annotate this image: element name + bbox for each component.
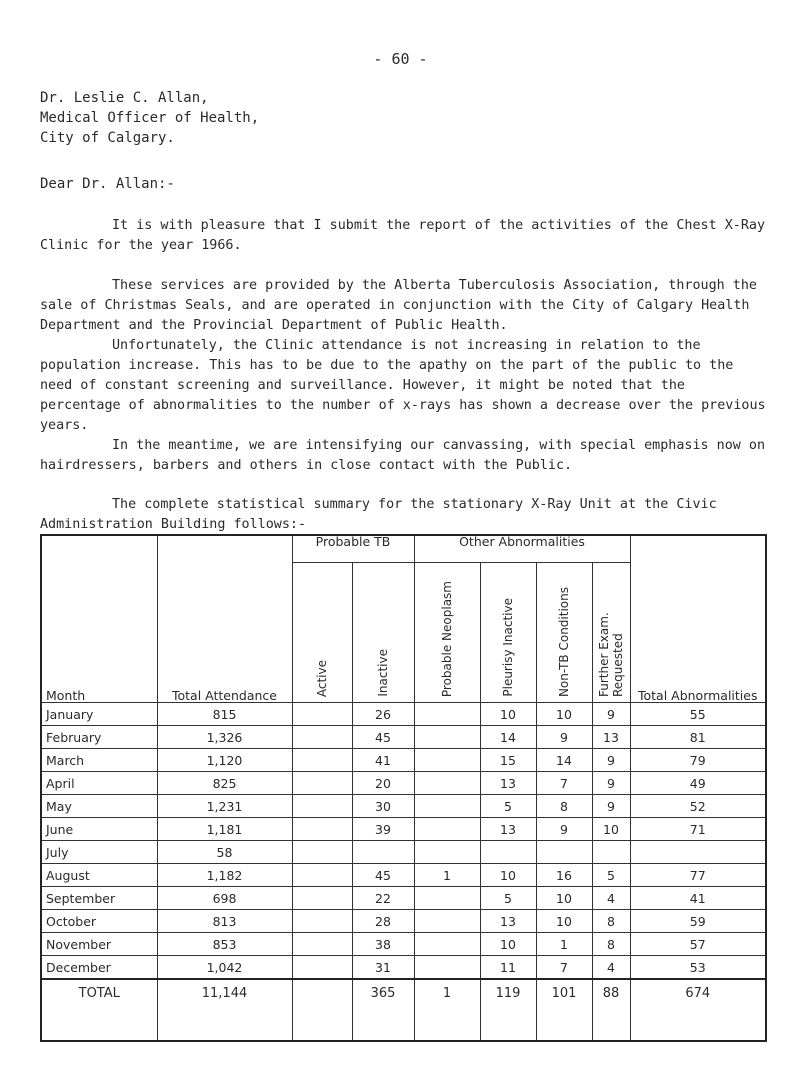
cell-non-tb (536, 841, 592, 864)
cell-active (292, 726, 352, 749)
total-cell-month: TOTAL (41, 979, 157, 1041)
cell-pleurisy: 15 (480, 749, 536, 772)
header-inactive (352, 563, 414, 703)
table-row (41, 795, 766, 818)
cell-total-abnormalities: 49 (630, 772, 766, 795)
cell-active (292, 703, 352, 726)
cell-attendance: 1,231 (157, 795, 292, 818)
cell-neoplasm (414, 703, 480, 726)
cell-inactive: 39 (352, 818, 414, 841)
total-cell-pleurisy: 119 (480, 979, 536, 1041)
cell-month: April (41, 772, 157, 795)
cell-inactive: 41 (352, 749, 414, 772)
total-cell-total-abnormalities: 674 (630, 979, 766, 1041)
header-further-exam (592, 563, 630, 703)
cell-non-tb: 10 (536, 910, 592, 933)
total-cell-further-exam: 88 (592, 979, 630, 1041)
cell-inactive: 28 (352, 910, 414, 933)
cell-total-abnormalities: 53 (630, 956, 766, 980)
cell-total-abnormalities: 71 (630, 818, 766, 841)
cell-neoplasm (414, 933, 480, 956)
page-number: - 60 - (373, 50, 428, 68)
cell-neoplasm: 1 (414, 864, 480, 887)
cell-month: January (41, 703, 157, 726)
header-inactive-label: Inactive (376, 649, 390, 697)
table-row (41, 703, 766, 726)
cell-active (292, 910, 352, 933)
cell-further-exam: 13 (592, 726, 630, 749)
cell-active (292, 795, 352, 818)
cell-neoplasm (414, 956, 480, 980)
total-cell-neoplasm: 1 (414, 979, 480, 1041)
table-row (41, 864, 766, 887)
paragraph-services: These services are provided by the Alberta Tuberculosis Association, through the sale of Christmas Seals, and are operated in conjunction with the City of Calgary Health Department and the Provincial Department of Public Health. (40, 278, 757, 333)
cell-inactive (352, 841, 414, 864)
cell-further-exam: 8 (592, 910, 630, 933)
header-non-tb-conditions (536, 563, 592, 703)
cell-further-exam: 4 (592, 887, 630, 910)
address-line-title: Medical Officer of Health, (40, 110, 260, 126)
cell-total-abnormalities: 52 (630, 795, 766, 818)
cell-non-tb: 9 (536, 818, 592, 841)
table-row (41, 956, 766, 980)
cell-further-exam (592, 841, 630, 864)
paragraph-summary-intro: The complete statistical summary for the stationary X-Ray Unit at the Civic Administration Building follows:- (40, 497, 717, 532)
cell-pleurisy: 14 (480, 726, 536, 749)
cell-further-exam: 9 (592, 795, 630, 818)
cell-further-exam: 8 (592, 933, 630, 956)
cell-pleurisy: 10 (480, 864, 536, 887)
cell-attendance: 815 (157, 703, 292, 726)
cell-inactive: 45 (352, 726, 414, 749)
cell-non-tb: 16 (536, 864, 592, 887)
cell-pleurisy (480, 841, 536, 864)
table-row (41, 887, 766, 910)
paragraph-canvassing: In the meantime, we are intensifying our canvassing, with special emphasis now on hairdressers, barbers and others in close contact with the Public. (40, 438, 766, 473)
cell-month: February (41, 726, 157, 749)
cell-non-tb: 7 (536, 956, 592, 980)
cell-attendance: 1,120 (157, 749, 292, 772)
cell-inactive: 26 (352, 703, 414, 726)
cell-pleurisy: 5 (480, 795, 536, 818)
cell-attendance: 1,042 (157, 956, 292, 980)
header-active-label: Active (315, 659, 329, 697)
header-month: Month (41, 535, 157, 703)
cell-total-abnormalities: 77 (630, 864, 766, 887)
header-further-exam-label: Further Exam. Requested (597, 612, 625, 697)
paragraph-attendance: Unfortunately, the Clinic attendance is not increasing in relation to the population increase. This has to be due to the apathy on the part of the public to the need of constant screening and surveillance. However, it might be noted that the percentage of abnormalities to the number of x-rays has shown a decrease over the previous years. (40, 338, 766, 433)
total-cell-attendance: 11,144 (157, 979, 292, 1041)
address-block (40, 88, 259, 148)
cell-neoplasm (414, 841, 480, 864)
cell-total-abnormalities: 41 (630, 887, 766, 910)
salutation: Dear Dr. Allan:- (40, 176, 175, 192)
cell-attendance: 825 (157, 772, 292, 795)
cell-pleurisy: 13 (480, 772, 536, 795)
cell-further-exam: 5 (592, 864, 630, 887)
cell-attendance: 1,182 (157, 864, 292, 887)
cell-non-tb: 10 (536, 703, 592, 726)
cell-non-tb: 9 (536, 726, 592, 749)
cell-neoplasm (414, 772, 480, 795)
cell-total-abnormalities: 79 (630, 749, 766, 772)
cell-pleurisy: 13 (480, 910, 536, 933)
total-cell-inactive: 365 (352, 979, 414, 1041)
header-total-attendance: Total Attendance (157, 535, 292, 703)
cell-total-abnormalities: 55 (630, 703, 766, 726)
cell-active (292, 841, 352, 864)
cell-neoplasm (414, 795, 480, 818)
cell-total-abnormalities: 59 (630, 910, 766, 933)
table-row (41, 726, 766, 749)
cell-non-tb: 1 (536, 933, 592, 956)
cell-active (292, 956, 352, 980)
header-non-tb-conditions-label: Non-TB Conditions (557, 586, 571, 697)
cell-pleurisy: 10 (480, 933, 536, 956)
table-row (41, 772, 766, 795)
cell-non-tb: 7 (536, 772, 592, 795)
cell-further-exam: 9 (592, 749, 630, 772)
table-body (41, 703, 766, 1042)
header-pleurisy-inactive-label: Pleurisy Inactive (501, 598, 515, 697)
cell-inactive: 22 (352, 887, 414, 910)
cell-further-exam: 10 (592, 818, 630, 841)
table-row (41, 749, 766, 772)
table-total-row (41, 979, 766, 1041)
table-row (41, 910, 766, 933)
header-total-abnormalities: Total Abnormalities (630, 535, 766, 703)
cell-attendance: 853 (157, 933, 292, 956)
cell-active (292, 818, 352, 841)
cell-active (292, 772, 352, 795)
cell-inactive: 30 (352, 795, 414, 818)
cell-pleurisy: 5 (480, 887, 536, 910)
cell-active (292, 887, 352, 910)
cell-month: October (41, 910, 157, 933)
table-row (41, 933, 766, 956)
cell-neoplasm (414, 726, 480, 749)
cell-non-tb: 10 (536, 887, 592, 910)
cell-total-abnormalities (630, 841, 766, 864)
cell-non-tb: 8 (536, 795, 592, 818)
cell-month: May (41, 795, 157, 818)
cell-active (292, 864, 352, 887)
table-row (41, 841, 766, 864)
header-probable-neoplasm (414, 563, 480, 703)
cell-attendance: 58 (157, 841, 292, 864)
statistics-table (40, 534, 767, 1042)
address-line-name: Dr. Leslie C. Allan, (40, 90, 209, 106)
cell-inactive: 38 (352, 933, 414, 956)
cell-month: December (41, 956, 157, 980)
cell-non-tb: 14 (536, 749, 592, 772)
total-cell-active (292, 979, 352, 1041)
cell-month: March (41, 749, 157, 772)
header-pleurisy-inactive (480, 563, 536, 703)
cell-further-exam: 4 (592, 956, 630, 980)
cell-attendance: 1,181 (157, 818, 292, 841)
cell-month: September (41, 887, 157, 910)
cell-neoplasm (414, 818, 480, 841)
cell-month: August (41, 864, 157, 887)
cell-inactive: 20 (352, 772, 414, 795)
cell-neoplasm (414, 887, 480, 910)
cell-attendance: 1,326 (157, 726, 292, 749)
cell-attendance: 813 (157, 910, 292, 933)
cell-total-abnormalities: 57 (630, 933, 766, 956)
cell-month: July (41, 841, 157, 864)
cell-inactive: 45 (352, 864, 414, 887)
header-other-abnormalities: Other Abnormalities (414, 535, 630, 563)
cell-pleurisy: 13 (480, 818, 536, 841)
total-cell-non-tb: 101 (536, 979, 592, 1041)
cell-total-abnormalities: 81 (630, 726, 766, 749)
cell-active (292, 933, 352, 956)
cell-neoplasm (414, 910, 480, 933)
header-probable-tb: Probable TB (292, 535, 414, 563)
cell-pleurisy: 11 (480, 956, 536, 980)
header-probable-neoplasm-label: Probable Neoplasm (440, 580, 454, 697)
paragraph-intro: It is with pleasure that I submit the report of the activities of the Chest X-Ray Clinic for the year 1966. (40, 218, 766, 253)
cell-further-exam: 9 (592, 703, 630, 726)
table-row (41, 818, 766, 841)
cell-month: June (41, 818, 157, 841)
cell-month: November (41, 933, 157, 956)
cell-active (292, 749, 352, 772)
cell-inactive: 31 (352, 956, 414, 980)
header-active (292, 563, 352, 703)
address-line-city: City of Calgary. (40, 130, 175, 146)
cell-further-exam: 9 (592, 772, 630, 795)
cell-attendance: 698 (157, 887, 292, 910)
cell-neoplasm (414, 749, 480, 772)
cell-pleurisy: 10 (480, 703, 536, 726)
